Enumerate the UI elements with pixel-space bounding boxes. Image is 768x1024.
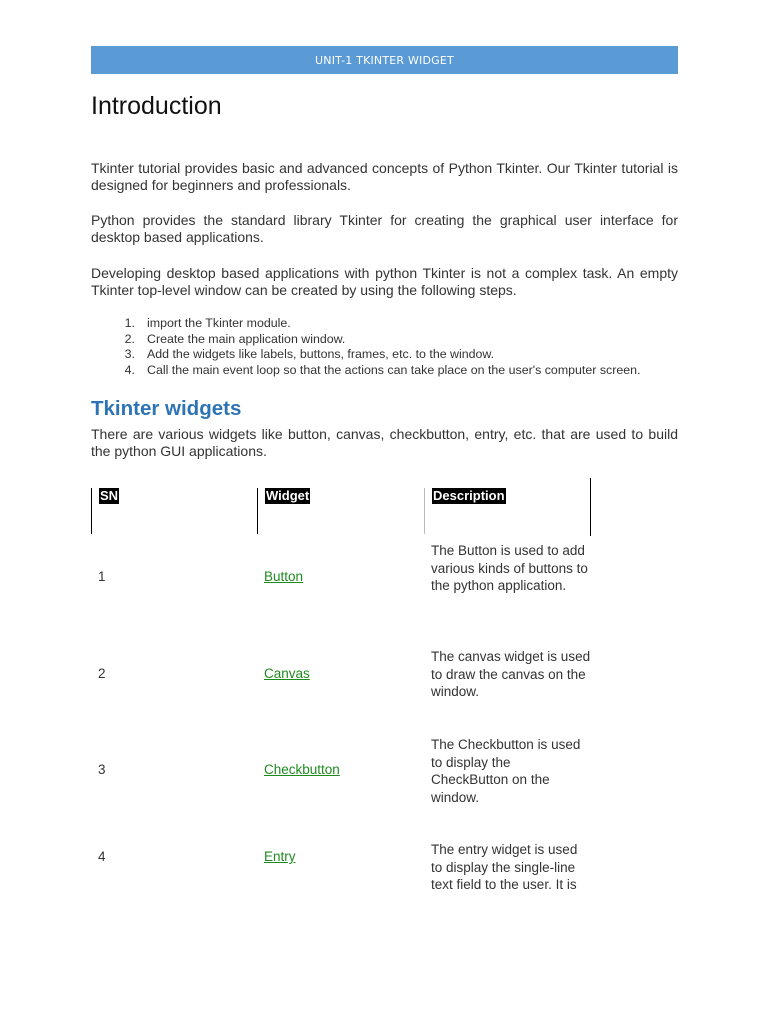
table-cell-description: The canvas widget is used to draw the canvas on the window. xyxy=(431,649,591,699)
table-cell-description: The entry widget is used to display the single-line text field to the user. It is xyxy=(431,842,578,892)
table-cell-sn: 4 xyxy=(98,849,106,864)
intro-paragraph-1: Tkinter tutorial provides basic and advanced concepts of Python Tkinter. Our Tkinter tutorial is designed for beginners and professionals. xyxy=(91,160,678,193)
table-cell-description: The Button is used to add various kinds of buttons to the python application. xyxy=(431,543,588,593)
table-header-sn: SN xyxy=(100,488,119,503)
widget-link-entry[interactable]: Entry xyxy=(264,849,296,864)
table-cell-sn: 3 xyxy=(98,762,106,777)
page-title: Introduction xyxy=(91,92,222,120)
table-header-widget: Widget xyxy=(266,488,310,503)
widget-link-canvas[interactable]: Canvas xyxy=(264,666,310,681)
intro-paragraph-3: Developing desktop based applications with python Tkinter is not a complex task. An empty Tkinter top-level window can be created by using the following steps. xyxy=(91,265,678,298)
list-item: 4. Call the main event loop so that the actions can take place on the user's computer screen. xyxy=(124,362,641,377)
list-item: 1. import the Tkinter module. xyxy=(124,316,291,330)
header-title: UNIT-1 TKINTER WIDGET xyxy=(315,53,454,67)
table-border xyxy=(590,478,591,536)
intro-paragraph-2: Python provides the standard library Tkinter for creating the graphical user interface for desktop based applications. xyxy=(91,212,678,245)
widget-link-checkbutton[interactable]: Checkbutton xyxy=(264,762,340,777)
page-header-bar xyxy=(91,46,678,74)
table-header-description: Description xyxy=(433,488,505,503)
list-item: 3. Add the widgets like labels, buttons, frames, etc. to the window. xyxy=(124,347,495,361)
widgets-paragraph: There are various widgets like button, canvas, checkbutton, entry, etc. that are used to build the python GUI applications. xyxy=(91,426,678,459)
table-cell-sn: 2 xyxy=(98,666,106,681)
widget-link-button[interactable]: Button xyxy=(264,569,304,584)
table-cell-sn: 1 xyxy=(98,569,106,584)
section-heading-widgets: Tkinter widgets xyxy=(91,397,242,420)
table-border xyxy=(91,488,92,534)
table-border xyxy=(257,488,258,534)
table-border xyxy=(424,488,425,534)
steps-list xyxy=(91,316,691,378)
table-cell-description: The Checkbutton is used to display the CheckButton on the window. xyxy=(431,737,581,805)
list-item: 2. Create the main application window. xyxy=(124,331,346,346)
